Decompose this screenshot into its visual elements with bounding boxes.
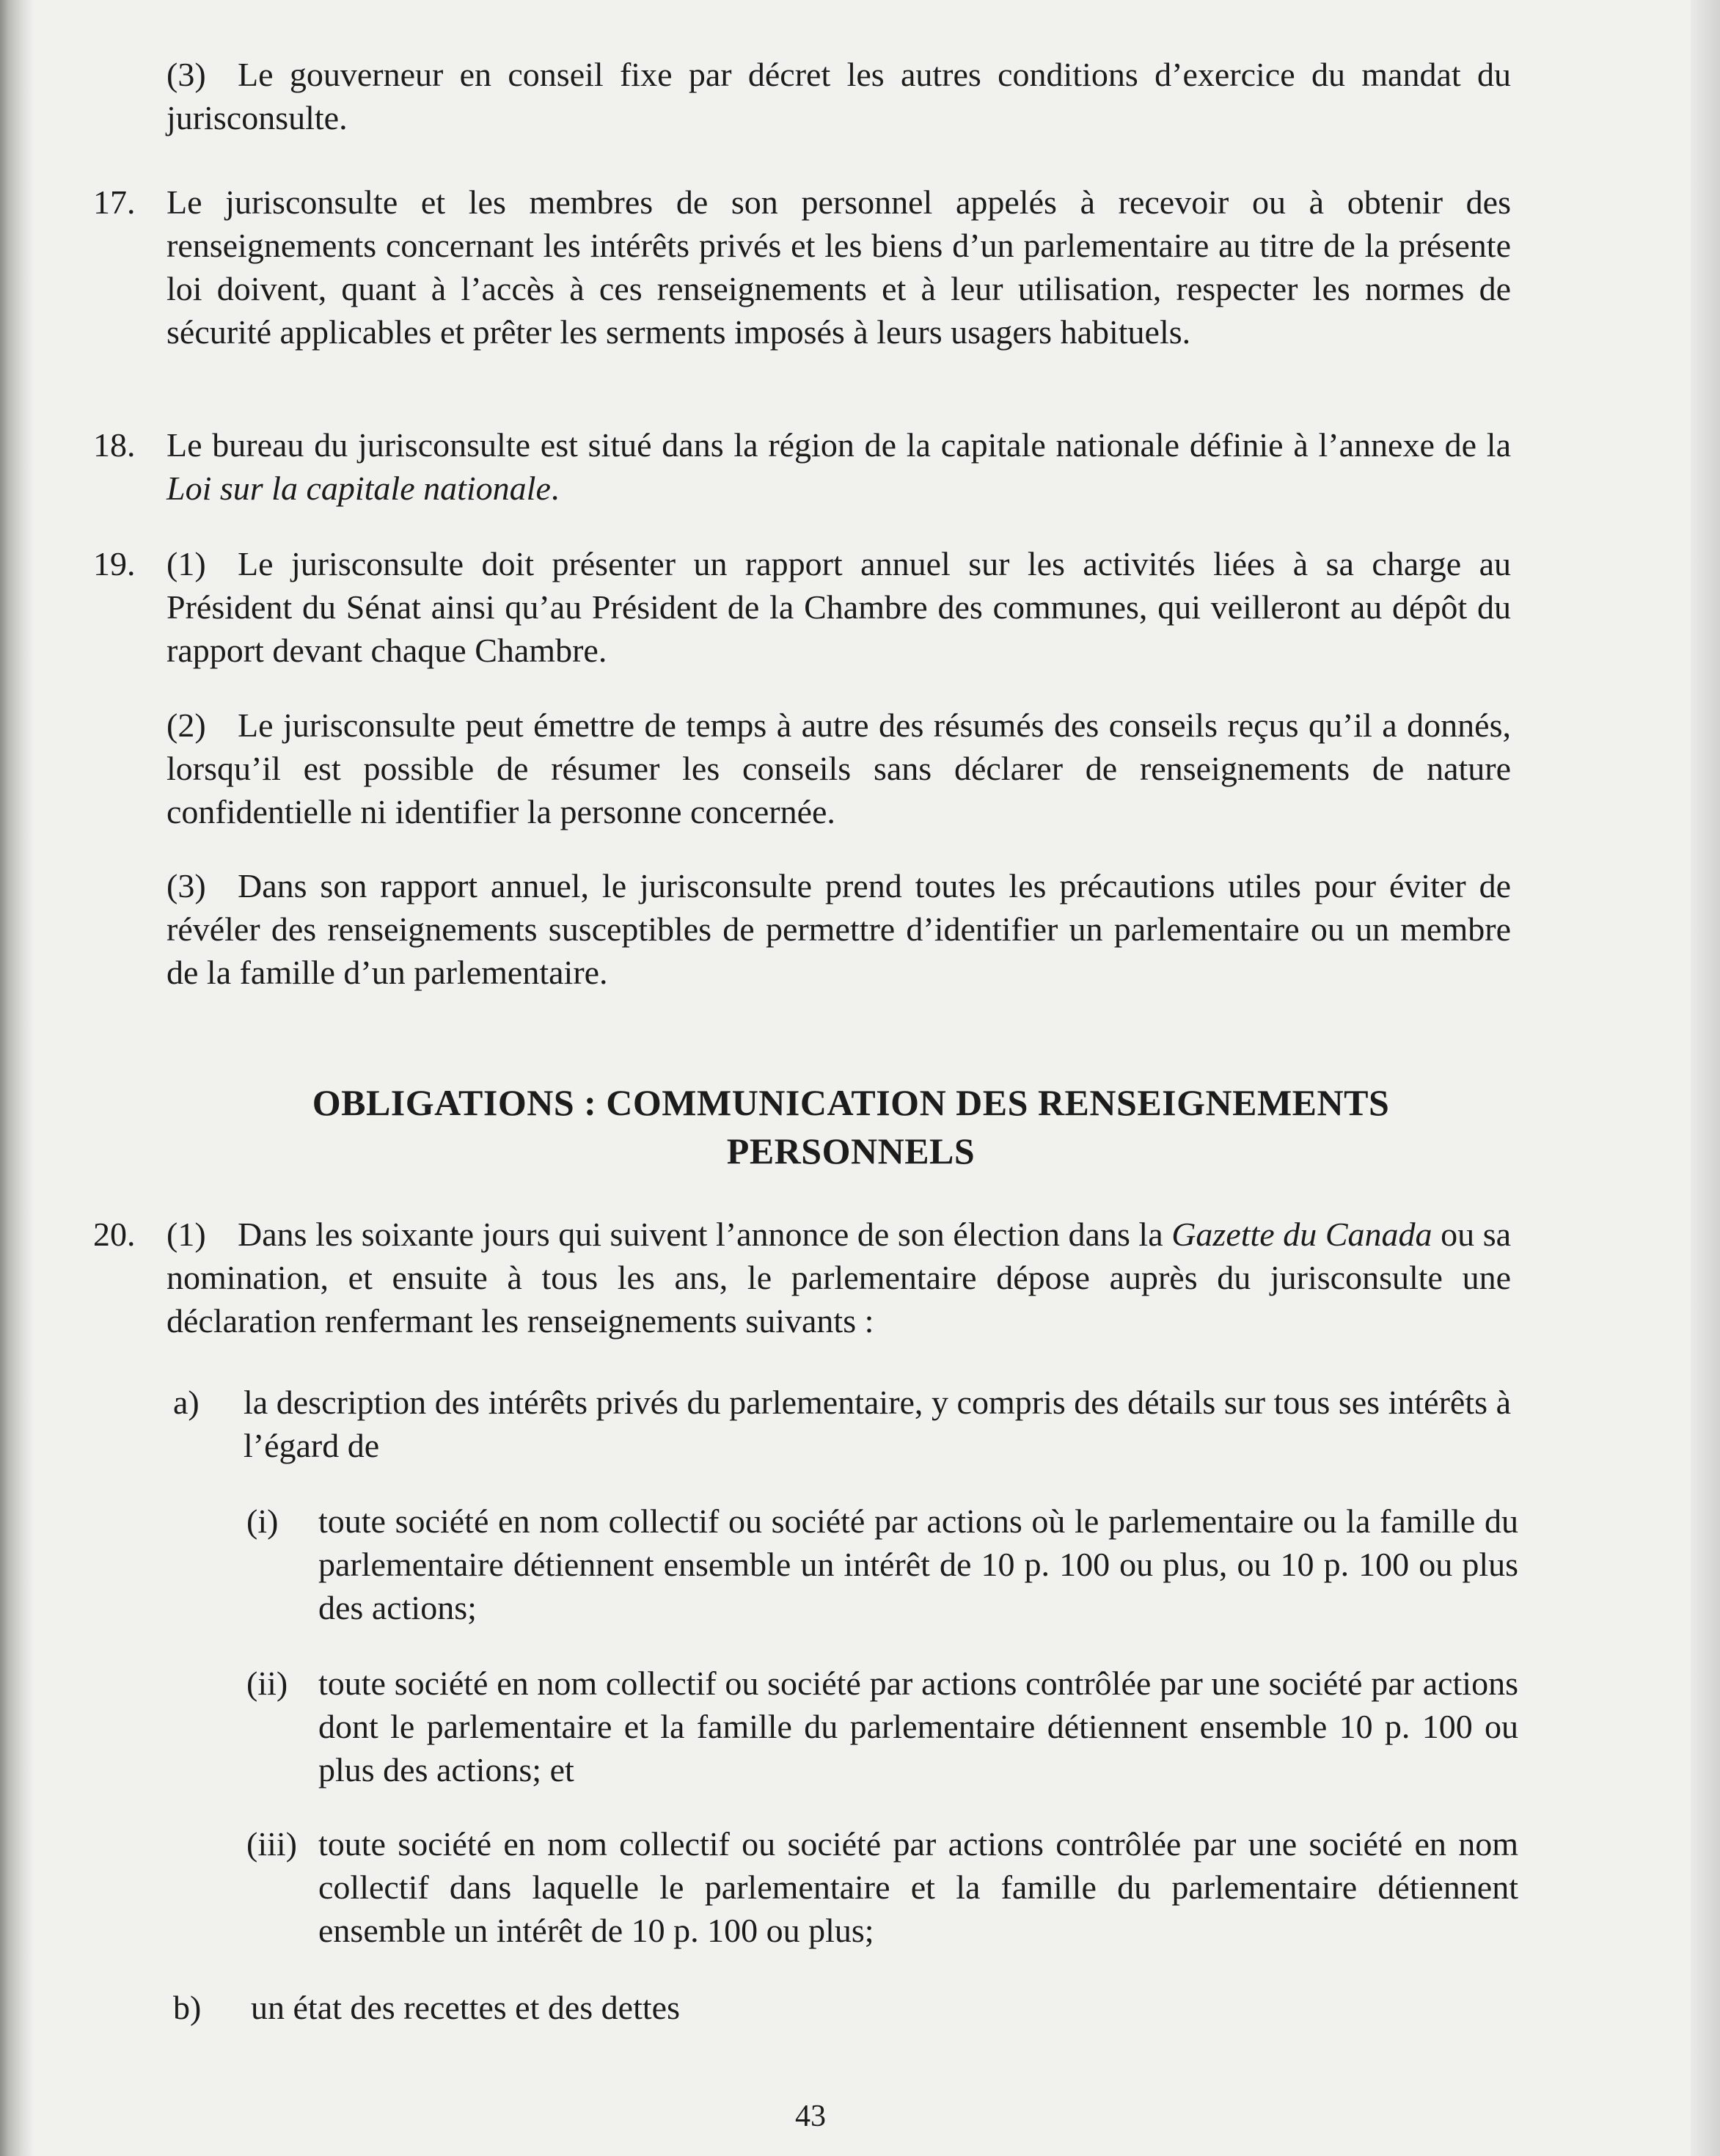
subparagraph-i-text: toute société en nom collectif ou société par actions où le parlementaire ou la famille du parlementaire détiennent ensemble un intérêt de 10 p. 100 ou plus, ou 10 p. 100 ou plus des actions; [318,1502,1518,1626]
subsection-number: (3) [166,56,206,93]
section-heading-line-1: OBLIGATIONS : COMMUNICATION DES RENSEIGNEMENTS [312,1082,1390,1123]
section-20-1-part-b: ou sa nomination, et ensuite à tous les ans, le parlementaire dépose auprès du jurisconsulte une déclaration renfermant les renseignements suivants : [166,1216,1512,1340]
subsection-number: (3) [166,867,206,905]
section-19-3-text: Dans son rapport annuel, le jurisconsulte prend toutes les précautions utiles pour éviter de révéler des renseignements susceptibles de permettre d’identifier un parlementaire ou un membre de la famille d’un parlementaire. [166,867,1511,991]
section-number-18: 18. [93,426,136,464]
subparagraph-iii-label: (iii) [246,1825,297,1863]
section-19-2-text: Le jurisconsulte peut émettre de temps à autre des résumés des conseils reçus qu’il a donnés, lorsqu’il est possible de résumer les conseils sans déclarer de renseignements de nature confidentielle ni identifier la personne concernée. [166,706,1511,830]
subsection-number: (1) [166,1216,206,1253]
section-18-body: Le bureau du jurisconsulte est situé dans la région de la capitale nationale définie à l’annexe de la [166,426,1511,464]
section-20-1-part-a: Dans les soixante jours qui suivent l’annonce de son élection dans la [238,1216,1163,1253]
gazette-title-italic: Gazette du Canada [1171,1216,1432,1253]
subsection-number: (2) [166,706,206,744]
section-20-1-text [166,1213,1511,1342]
paragraph-b-text: un état des recettes et des dettes [251,1989,680,2026]
act-title-italic: Loi sur la capitale nationale [166,469,551,507]
paragraph-b-label: b) [173,1989,202,2026]
paragraph-a-label: a) [173,1384,200,1421]
subparagraph-i-label: (i) [246,1502,279,1540]
section-number-20: 20. [93,1216,136,1253]
section-number-19: 19. [93,545,136,582]
section-19-1-text: Le jurisconsulte doit présenter un rapport annuel sur les activités liées à sa charge au Président du Sénat ainsi qu’au Président de la Chambre des communes, qui veilleront au dépôt du rapport devant chaque Chambre. [166,545,1511,669]
subparagraph-ii-text: toute société en nom collectif ou société par actions contrôlée par une société par actions dont le parlementaire et la famille du parlementaire détiennent ensemble 10 p. 100 ou plus des actions; et [318,1664,1518,1788]
subparagraph-ii-label: (ii) [246,1664,288,1702]
section-17-text: Le jurisconsulte et les membres de son personnel appelés à recevoir ou à obtenir des renseignements concernant les intérêts privés et les biens d’un parlementaire au titre de la présente loi doivent, quant à l’accès à ces renseignements et à leur utilisation, respecter les normes de sécurité applicables et prêter les serments imposés à leurs usagers habituels. [166,183,1511,351]
section-heading-line-2: PERSONNELS [726,1130,976,1172]
page-number: 43 [795,2100,826,2133]
section-18-text [166,423,1511,510]
paragraph-a-text: la description des intérêts privés du parlementaire, y compris des détails sur tous ses intérêts à l’égard de [244,1384,1511,1464]
subparagraph-iii-text: toute société en nom collectif ou société par actions contrôlée par une société en nom collectif dans laquelle le parlementaire et la famille du parlementaire détiennent ensemble un intérêt de 10 p. 100 ou plus; [318,1825,1518,1949]
section-number-17: 17. [93,183,136,221]
subsection-number: (1) [166,545,206,582]
subsection-16-3-text: Le gouverneur en conseil fixe par décret les autres conditions d’exercice du mandat du jurisconsulte. [166,56,1511,136]
section-18-end: . [550,469,560,507]
